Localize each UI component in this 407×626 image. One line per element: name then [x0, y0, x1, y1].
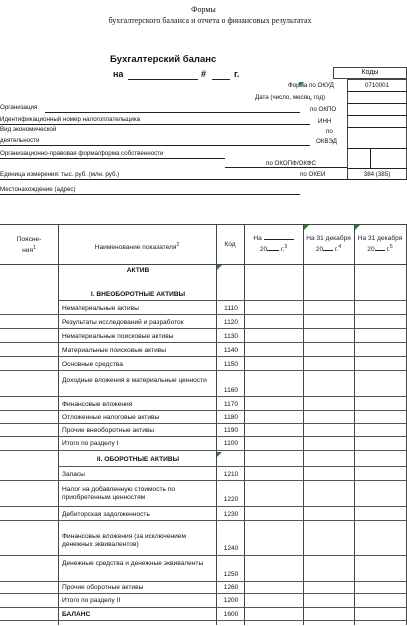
- address-label: Местонахождение (адрес): [0, 186, 76, 193]
- col-date3-header: На 31 декабря 20 г.$^5$: [357, 235, 403, 254]
- organization-underline: [45, 112, 300, 113]
- okopf-label: по ОКОПФ/ОКФС: [266, 160, 316, 167]
- forms-subtitle: бухгалтерского баланса и отчета о финансовых результатах: [108, 16, 312, 25]
- okei-value: 384 (385): [363, 171, 391, 178]
- year-suffix: г.: [234, 69, 240, 79]
- year-mark: #: [201, 69, 207, 79]
- cell-marker-icon: [299, 82, 304, 87]
- okved-label-1: по: [326, 128, 333, 135]
- cell-marker-icon: [217, 265, 222, 270]
- okved-label-2: ОКВЭД: [316, 138, 337, 145]
- date-underline: [128, 79, 198, 80]
- organization-label: Организация: [0, 104, 38, 111]
- year-underline: [212, 79, 230, 80]
- col-date1-header: На 20 г.$^3$: [244, 235, 303, 254]
- inn-label: Идентификационный номер налогоплательщика: [0, 116, 141, 123]
- okud-value: 0710001: [364, 82, 390, 89]
- legal-form-label: Организационно-правовая форма/форма собственности: [0, 150, 164, 157]
- doc-title: Бухгалтерский баланс: [110, 54, 217, 65]
- inn-code-label: ИНН: [318, 118, 332, 125]
- col-name-header: Наименование показателя$^2$: [94, 242, 180, 252]
- unit-label: Единица измерения: тыс. руб. (млн. руб.): [0, 171, 120, 178]
- okud-label: Форма по ОКУД: [288, 82, 334, 89]
- cell-marker-icon: [304, 225, 309, 230]
- codes-title: Коды: [361, 69, 379, 76]
- okpo-label: по ОКПО: [310, 106, 337, 113]
- forms-title: Формы: [191, 5, 216, 14]
- cell-marker-icon: [355, 225, 360, 230]
- okei-label: по ОКЕИ: [300, 171, 326, 178]
- on-label: на: [113, 69, 124, 79]
- activity-label-1: Вид экономической: [0, 126, 57, 133]
- codes-column: [347, 79, 407, 180]
- date-code-label: Дата (число, месяц, год): [255, 94, 326, 101]
- col-code-header: Код: [224, 241, 236, 248]
- col-note-header: Поясне- ния$^1$: [16, 236, 42, 255]
- activity-label-2: деятельности: [0, 137, 40, 144]
- col-date2-header: На 31 декабря 20 г.$^4$: [306, 235, 351, 254]
- cell-marker-icon: [217, 452, 222, 457]
